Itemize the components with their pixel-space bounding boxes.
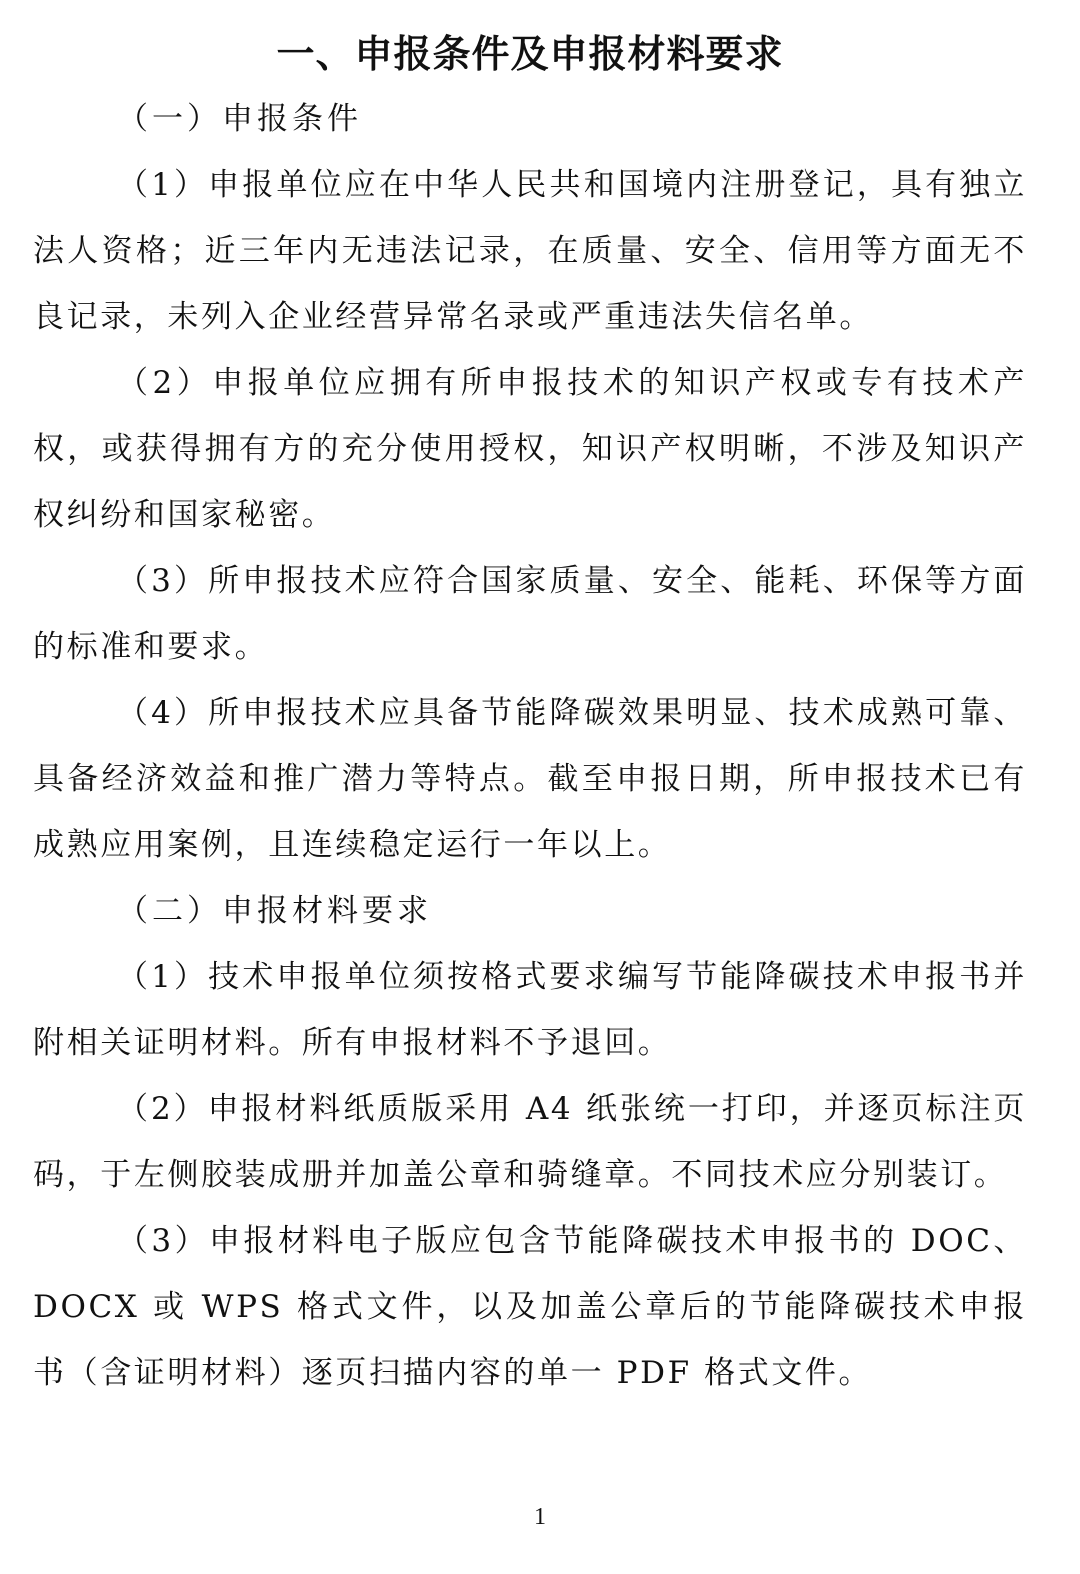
document-title: 一、申报条件及申报材料要求 [276,32,784,76]
section-heading: （一）申报条件 [117,101,362,137]
paragraph: （2）申报材料纸质版采用 A4 纸张统一打印，并逐页标注页码，于左侧胶装成册并加盖公章和骑缝章。不同技术应分别装订。 [33,1091,1027,1193]
section-material-requirements [33,878,1027,1406]
paragraph: （3）申报材料电子版应包含节能降碳技术申报书的 DOC、DOCX 或 WPS 格式文件，以及加盖公章后的节能降碳技术申报书（含证明材料）逐页扫描内容的单一 PDF 格式文件。 [33,1223,1027,1391]
document-page [33,22,1027,1406]
paragraph: （1）申报单位应在中华人民共和国境内注册登记，具有独立法人资格；近三年内无违法记录，在质量、安全、信用等方面无不良记录，未列入企业经营异常名录或严重违法失信名单。 [33,167,1027,335]
paragraph: （4）所申报技术应具备节能降碳效果明显、技术成熟可靠、具备经济效益和推广潜力等特点。截至申报日期，所申报技术已有成熟应用案例，且连续稳定运行一年以上。 [33,695,1027,863]
section-application-conditions [33,86,1027,878]
section-heading: （二）申报材料要求 [117,893,432,929]
paragraph: （1）技术申报单位须按格式要求编写节能降碳技术申报书并附相关证明材料。所有申报材料不予退回。 [33,959,1027,1061]
paragraph: （2）申报单位应拥有所申报技术的知识产权或专有技术产权，或获得拥有方的充分使用授权，知识产权明晰，不涉及知识产权纠纷和国家秘密。 [33,365,1027,533]
page-number: 1 [534,1504,546,1530]
paragraph: （3）所申报技术应符合国家质量、安全、能耗、环保等方面的标准和要求。 [33,563,1027,665]
